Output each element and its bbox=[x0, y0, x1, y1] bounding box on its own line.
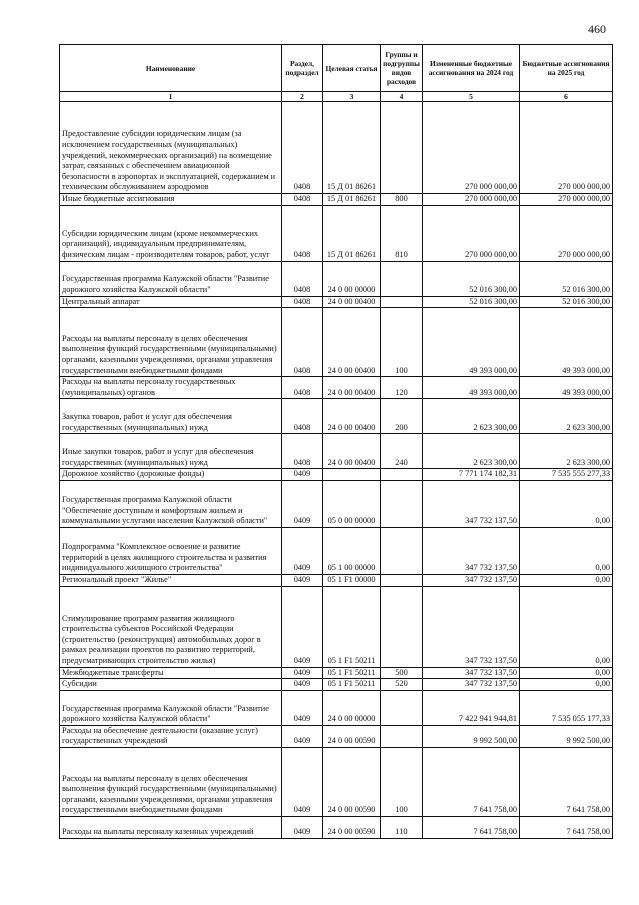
row-sum-2024: 52 016 300,00 bbox=[423, 261, 520, 296]
row-section: 0409 bbox=[282, 747, 323, 816]
row-target: 24 0 00 00590 bbox=[323, 747, 381, 816]
column-number: 3 bbox=[323, 92, 381, 102]
row-section: 0409 bbox=[282, 667, 323, 679]
row-name: Региональный проект "Жилье" bbox=[60, 574, 282, 586]
row-section: 0408 bbox=[282, 261, 323, 296]
row-group bbox=[381, 261, 423, 296]
table-row bbox=[60, 205, 613, 261]
row-name: Расходы на обеспечение деятельности (оказание услуг) государственных учреждений bbox=[60, 725, 282, 747]
row-sum-2024: 347 732 137,50 bbox=[423, 586, 520, 667]
row-sum-2025: 0,00 bbox=[520, 586, 613, 667]
row-target: 15 Д 01 86261 bbox=[323, 102, 381, 194]
row-group: 200 bbox=[381, 399, 423, 434]
header-group: Группы и подгруппы видов расходов bbox=[381, 45, 423, 92]
header-sum-2025: Бюджетные ассигнования на 2025 год bbox=[520, 45, 613, 92]
row-sum-2024: 270 000 000,00 bbox=[423, 205, 520, 261]
header-name: Наименование bbox=[60, 45, 282, 92]
row-section: 0409 bbox=[282, 816, 323, 838]
row-group bbox=[381, 586, 423, 667]
row-group bbox=[381, 690, 423, 725]
row-name: Предоставление субсидии юридическим лицам (за исключением государственных (муниципальных) учреждений, некоммерческих организаций) на возмещение затрат, связанных с обеспечением авиационной безопасности в аэропортах и эксплуатацией, содержанием и техническим обслуживанием аэродромов bbox=[60, 102, 282, 194]
row-name: Государственная программа Калужской области "Развитие дорожного хозяйства Калужской области" bbox=[60, 690, 282, 725]
row-group: 810 bbox=[381, 205, 423, 261]
row-name: Государственная программа Калужской области "Обеспечение доступным и комфортным жильем и коммунальными услугами населения Калужской области" bbox=[60, 480, 282, 527]
row-sum-2024: 9 992 500,00 bbox=[423, 725, 520, 747]
row-target: 05 0 00 00000 bbox=[323, 480, 381, 527]
row-sum-2024: 347 732 137,50 bbox=[423, 527, 520, 574]
row-group bbox=[381, 480, 423, 527]
table-row bbox=[60, 747, 613, 816]
row-name: Межбюджетные трансферты bbox=[60, 667, 282, 679]
row-name: Субсидии bbox=[60, 679, 282, 691]
row-group bbox=[381, 574, 423, 586]
table-row bbox=[60, 469, 613, 481]
row-target: 24 0 00 00000 bbox=[323, 690, 381, 725]
row-name: Иные бюджетные ассигнования bbox=[60, 194, 282, 206]
row-sum-2025: 52 016 300,00 bbox=[520, 296, 613, 308]
table-row bbox=[60, 308, 613, 377]
table-row bbox=[60, 816, 613, 838]
row-name: Расходы на выплаты персоналу в целях обеспечения выполнения функций государственными (муниципальными) органами, казенными учреждениями, органами управления государственными внебюджетными фондами bbox=[60, 747, 282, 816]
table-row bbox=[60, 399, 613, 434]
row-target: 24 0 00 00590 bbox=[323, 725, 381, 747]
row-sum-2024: 2 623 300,00 bbox=[423, 399, 520, 434]
row-group bbox=[381, 296, 423, 308]
row-group bbox=[381, 725, 423, 747]
row-target: 05 1 00 00000 bbox=[323, 527, 381, 574]
row-sum-2025: 2 623 300,00 bbox=[520, 399, 613, 434]
row-target: 15 Д 01 86261 bbox=[323, 205, 381, 261]
row-sum-2025: 0,00 bbox=[520, 679, 613, 691]
row-sum-2025: 7 535 055 177,33 bbox=[520, 690, 613, 725]
row-section: 0409 bbox=[282, 527, 323, 574]
row-sum-2025: 270 000 000,00 bbox=[520, 194, 613, 206]
row-sum-2025: 0,00 bbox=[520, 480, 613, 527]
row-target: 05 1 F1 00000 bbox=[323, 574, 381, 586]
row-sum-2025: 7 641 758,00 bbox=[520, 747, 613, 816]
row-sum-2024: 347 732 137,50 bbox=[423, 574, 520, 586]
table-row bbox=[60, 574, 613, 586]
row-target: 24 0 00 00590 bbox=[323, 816, 381, 838]
row-target: 15 Д 01 86261 bbox=[323, 194, 381, 206]
row-sum-2025: 49 393 000,00 bbox=[520, 377, 613, 399]
row-name: Расходы на выплаты персоналу в целях обеспечения выполнения функций государственными (муниципальными) органами, казенными учреждениями, органами управления государственными внебюджетными фондами bbox=[60, 308, 282, 377]
row-sum-2024: 270 000 000,00 bbox=[423, 194, 520, 206]
row-section: 0408 bbox=[282, 377, 323, 399]
row-sum-2024: 347 732 137,50 bbox=[423, 679, 520, 691]
table-row bbox=[60, 296, 613, 308]
row-sum-2025: 7 535 555 277,33 bbox=[520, 469, 613, 481]
row-name: Иные закупки товаров, работ и услуг для обеспечения государственных (муниципальных) нужд bbox=[60, 434, 282, 469]
row-group: 100 bbox=[381, 308, 423, 377]
row-group: 800 bbox=[381, 194, 423, 206]
row-sum-2025: 7 641 758,00 bbox=[520, 816, 613, 838]
row-sum-2024: 7 641 758,00 bbox=[423, 747, 520, 816]
row-sum-2025: 0,00 bbox=[520, 527, 613, 574]
row-group: 240 bbox=[381, 434, 423, 469]
column-number: 4 bbox=[381, 92, 423, 102]
column-number: 6 bbox=[520, 92, 613, 102]
table-row bbox=[60, 690, 613, 725]
row-name: Стимулирование программ развития жилищного строительства субъектов Российской Федерации (строительство (реконструкция) автомобильных дорог в рамках реализации проектов по развитию территорий, предусматривающих строительство жилья) bbox=[60, 586, 282, 667]
row-group: 500 bbox=[381, 667, 423, 679]
table-row bbox=[60, 102, 613, 194]
row-group: 520 bbox=[381, 679, 423, 691]
row-sum-2024: 2 623 300,00 bbox=[423, 434, 520, 469]
row-group bbox=[381, 527, 423, 574]
row-group: 120 bbox=[381, 377, 423, 399]
row-name: Государственная программа Калужской области "Развитие дорожного хозяйства Калужской области" bbox=[60, 261, 282, 296]
row-name: Расходы на выплаты персоналу государственных (муниципальных) органов bbox=[60, 377, 282, 399]
row-target: 24 0 00 00400 bbox=[323, 434, 381, 469]
row-target bbox=[323, 469, 381, 481]
row-section: 0409 bbox=[282, 679, 323, 691]
table-row bbox=[60, 480, 613, 527]
row-group bbox=[381, 469, 423, 481]
row-sum-2025: 52 016 300,00 bbox=[520, 261, 613, 296]
row-section: 0408 bbox=[282, 102, 323, 194]
row-target: 05 1 F1 50211 bbox=[323, 679, 381, 691]
row-name: Подпрограмма "Комплексное освоение и развитие территорий в целях жилищного строительства и развития индивидуального жилищного строительства" bbox=[60, 527, 282, 574]
row-target: 24 0 00 00400 bbox=[323, 399, 381, 434]
row-sum-2025: 9 992 500,00 bbox=[520, 725, 613, 747]
table-row bbox=[60, 586, 613, 667]
table-row bbox=[60, 725, 613, 747]
row-sum-2024: 347 732 137,50 bbox=[423, 480, 520, 527]
row-name: Закупка товаров, работ и услуг для обеспечения государственных (муниципальных) нужд bbox=[60, 399, 282, 434]
header-section: Раздел, подраздел bbox=[282, 45, 323, 92]
row-target: 05 1 F1 50211 bbox=[323, 667, 381, 679]
row-section: 0409 bbox=[282, 586, 323, 667]
row-sum-2024: 49 393 000,00 bbox=[423, 308, 520, 377]
column-number: 1 bbox=[60, 92, 282, 102]
row-section: 0409 bbox=[282, 480, 323, 527]
row-target: 05 1 F1 50211 bbox=[323, 586, 381, 667]
row-section: 0408 bbox=[282, 434, 323, 469]
column-number: 5 bbox=[423, 92, 520, 102]
row-sum-2024: 347 732 137,50 bbox=[423, 667, 520, 679]
row-section: 0409 bbox=[282, 574, 323, 586]
row-target: 24 0 00 00400 bbox=[323, 377, 381, 399]
row-sum-2024: 49 393 000,00 bbox=[423, 377, 520, 399]
row-target: 24 0 00 00400 bbox=[323, 308, 381, 377]
row-section: 0409 bbox=[282, 690, 323, 725]
table-row bbox=[60, 667, 613, 679]
row-sum-2024: 7 771 174 182,31 bbox=[423, 469, 520, 481]
header-target: Целевая статья bbox=[323, 45, 381, 92]
row-sum-2024: 270 000 000,00 bbox=[423, 102, 520, 194]
table-row bbox=[60, 679, 613, 691]
table-header-row bbox=[60, 45, 613, 92]
table-row bbox=[60, 434, 613, 469]
row-name: Субсидии юридическим лицам (кроме некоммерческих организаций), индивидуальным предпринимателям, физическим лицам - производителям товаров, работ, услуг bbox=[60, 205, 282, 261]
table-row bbox=[60, 527, 613, 574]
header-sum-2024: Измененные бюджетные ассигнования на 2024 год bbox=[423, 45, 520, 92]
row-name: Расходы на выплаты персоналу казенных учреждений bbox=[60, 816, 282, 838]
row-sum-2025: 2 623 300,00 bbox=[520, 434, 613, 469]
row-section: 0408 bbox=[282, 296, 323, 308]
table-row bbox=[60, 261, 613, 296]
row-section: 0408 bbox=[282, 399, 323, 434]
row-sum-2024: 7 422 941 944,81 bbox=[423, 690, 520, 725]
page-number: 460 bbox=[588, 22, 606, 36]
row-group: 100 bbox=[381, 747, 423, 816]
row-section: 0409 bbox=[282, 725, 323, 747]
row-group bbox=[381, 102, 423, 194]
row-sum-2025: 270 000 000,00 bbox=[520, 205, 613, 261]
row-target: 24 0 00 00400 bbox=[323, 296, 381, 308]
column-number: 2 bbox=[282, 92, 323, 102]
column-number-row bbox=[60, 92, 613, 102]
table-row bbox=[60, 377, 613, 399]
row-section: 0408 bbox=[282, 308, 323, 377]
table-row bbox=[60, 194, 613, 206]
row-sum-2024: 52 016 300,00 bbox=[423, 296, 520, 308]
row-section: 0409 bbox=[282, 469, 323, 481]
row-sum-2025: 270 000 000,00 bbox=[520, 102, 613, 194]
row-section: 0408 bbox=[282, 194, 323, 206]
row-section: 0408 bbox=[282, 205, 323, 261]
budget-table bbox=[59, 44, 613, 839]
row-name: Дорожное хозяйство (дорожные фонды) bbox=[60, 469, 282, 481]
row-name: Центральный аппарат bbox=[60, 296, 282, 308]
row-group: 110 bbox=[381, 816, 423, 838]
row-sum-2025: 49 393 000,00 bbox=[520, 308, 613, 377]
row-sum-2024: 7 641 758,00 bbox=[423, 816, 520, 838]
row-sum-2025: 0,00 bbox=[520, 667, 613, 679]
row-target: 24 0 00 00000 bbox=[323, 261, 381, 296]
row-sum-2025: 0,00 bbox=[520, 574, 613, 586]
